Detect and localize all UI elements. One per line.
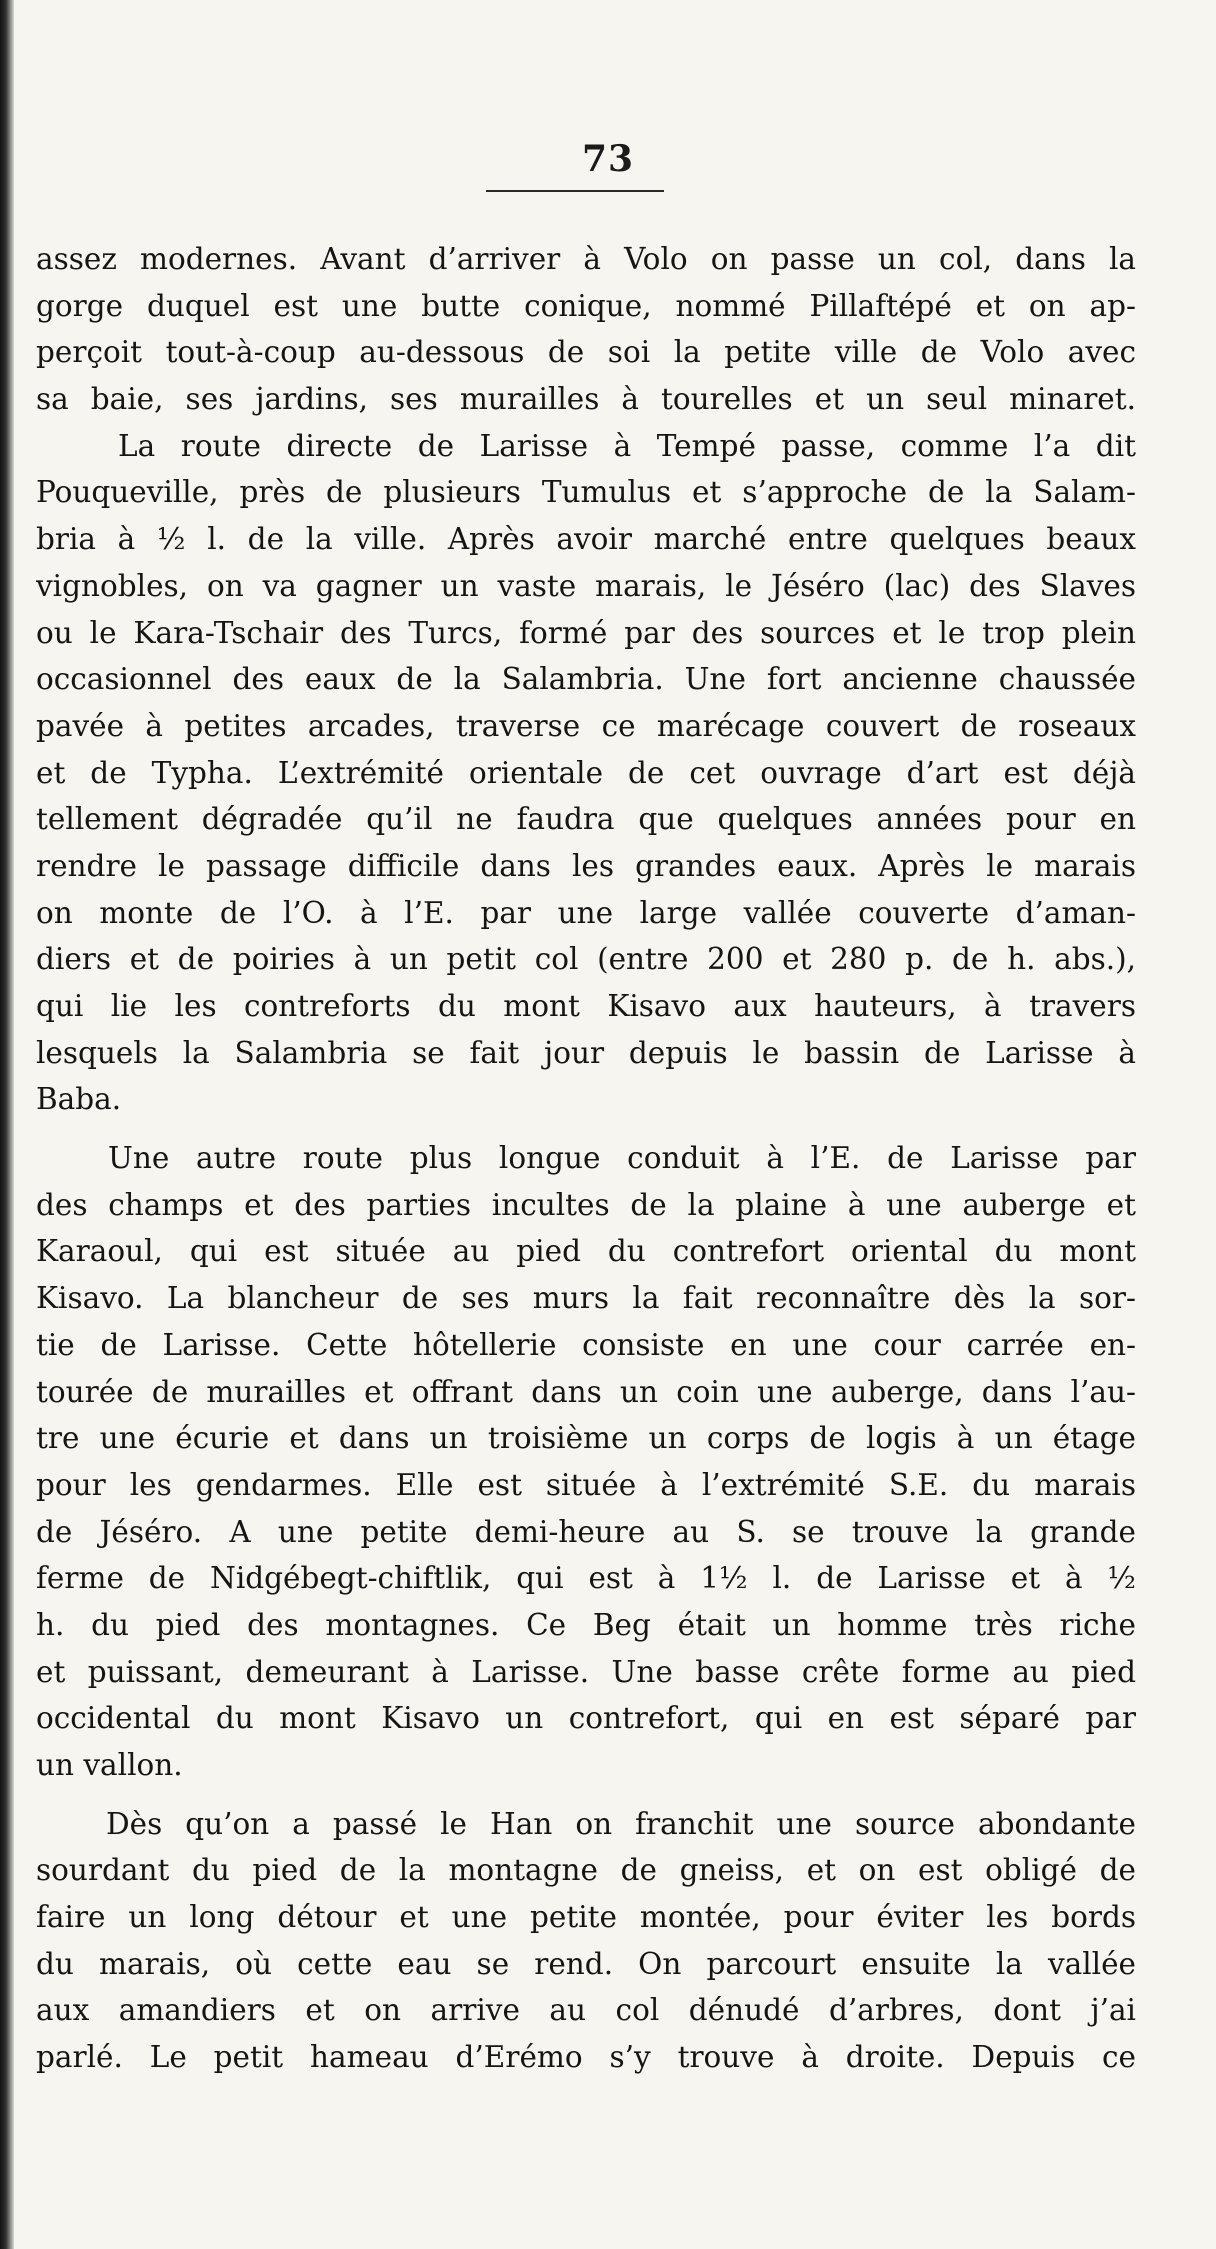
text-line: un vallon.: [36, 1748, 183, 1782]
text-line: de Jéséro. A une petite demi-heure au S. se trouve la grande: [36, 1514, 1136, 1549]
text-line: faire un long détour et une petite montée, pour éviter les bords: [36, 1900, 1136, 1935]
header-rule: [486, 190, 664, 192]
text-line: sa baie, ses jardins, ses murailles à tourelles et un seul minaret.: [36, 382, 1136, 417]
text-line: des champs et des parties incultes de la plaine à une auberge et: [36, 1187, 1136, 1222]
text-line: Pouqueville, près de plusieurs Tumulus et s’approche de la Salam-: [36, 475, 1136, 510]
text-line: tre une écurie et dans un troisième un corps de logis à un étage: [36, 1421, 1136, 1456]
page-number: 73: [581, 138, 635, 180]
text-line: ou le Kara-Tschair des Turcs, formé par des sources et le trop plein: [36, 615, 1136, 650]
text-line: Karaoul, qui est située au pied du contrefort oriental du mont: [36, 1234, 1136, 1269]
paragraph-gap: [36, 1123, 1136, 1135]
paragraph-gap: [36, 1789, 1136, 1801]
text-line: Dès qu’on a passé le Han on franchit une source abondante: [106, 1806, 1136, 1841]
text-line: Kisavo. La blancheur de ses murs la fait reconnaître dès la sor-: [36, 1281, 1136, 1316]
body-text: [36, 236, 1136, 2081]
page-left-edge-shadow: [0, 0, 14, 2249]
text-line: tellement dégradée qu’il ne faudra que quelques années pour en: [36, 802, 1136, 837]
text-line: et de Typha. L’extrémité orientale de cet ouvrage d’art est déjà: [36, 755, 1136, 790]
text-line: rendre le passage difficile dans les grandes eaux. Après le marais: [36, 848, 1136, 883]
text-line: diers et de poiries à un petit col (entre 200 et 280 p. de h. abs.),: [36, 942, 1136, 977]
text-line: gorge duquel est une butte conique, nommé Pillaftépé et on ap-: [36, 288, 1136, 323]
text-line: Baba.: [36, 1082, 122, 1117]
text-line: aux amandiers et on arrive au col dénudé d’arbres, dont j’ai: [36, 1993, 1136, 2028]
text-line: tourée de murailles et offrant dans un coin une auberge, dans l’au-: [36, 1374, 1136, 1409]
text-line: pavée à petites arcades, traverse ce marécage couvert de roseaux: [36, 708, 1136, 743]
text-line: vignobles, on va gagner un vaste marais, le Jéséro (lac) des Slaves: [36, 568, 1136, 603]
text-line: bria à ½ l. de la ville. Après avoir marché entre quelques beaux: [36, 522, 1136, 557]
text-line: parlé. Le petit hameau d’Erémo s’y trouve à droite. Depuis ce: [36, 2040, 1136, 2075]
text-line: tie de Larisse. Cette hôtellerie consiste en une cour carrée en-: [36, 1327, 1136, 1362]
text-line: on monte de l’O. à l’E. par une large vallée couverte d’aman-: [36, 895, 1136, 930]
text-line: perçoit tout-à-coup au-dessous de soi la petite ville de Volo avec: [36, 335, 1136, 370]
text-line: qui lie les contreforts du mont Kisavo aux hauteurs, à travers: [36, 989, 1136, 1023]
text-line: pour les gendarmes. Elle est située à l’extrémité S.E. du marais: [36, 1467, 1136, 1502]
text-line: occidental du mont Kisavo un contrefort, qui en est séparé par: [36, 1701, 1136, 1736]
text-line: occasionnel des eaux de la Salambria. Une fort ancienne chaussée: [36, 662, 1136, 697]
text-line: Une autre route plus longue conduit à l’E. de Larisse par: [108, 1141, 1136, 1176]
text-line: h. du pied des montagnes. Ce Beg était un homme très riche: [36, 1607, 1136, 1642]
text-line: et puissant, demeurant à Larisse. Une basse crête forme au pied: [36, 1654, 1136, 1689]
text-line: lesquels la Salambria se fait jour depuis le bassin de Larisse à: [36, 1035, 1136, 1070]
text-line: assez modernes. Avant d’arriver à Volo on passe un col, dans la: [36, 242, 1136, 276]
text-line: La route directe de Larisse à Tempé passe, comme l’a dit: [118, 428, 1136, 463]
text-line: sourdant du pied de la montagne de gneiss, et on est obligé de: [36, 1853, 1136, 1888]
text-line: du marais, où cette eau se rend. On parcourt ensuite la vallée: [36, 1946, 1136, 1981]
text-line: ferme de Nidgébegt-chiftlik, qui est à 1½ l. de Larisse et à ½: [36, 1561, 1136, 1596]
